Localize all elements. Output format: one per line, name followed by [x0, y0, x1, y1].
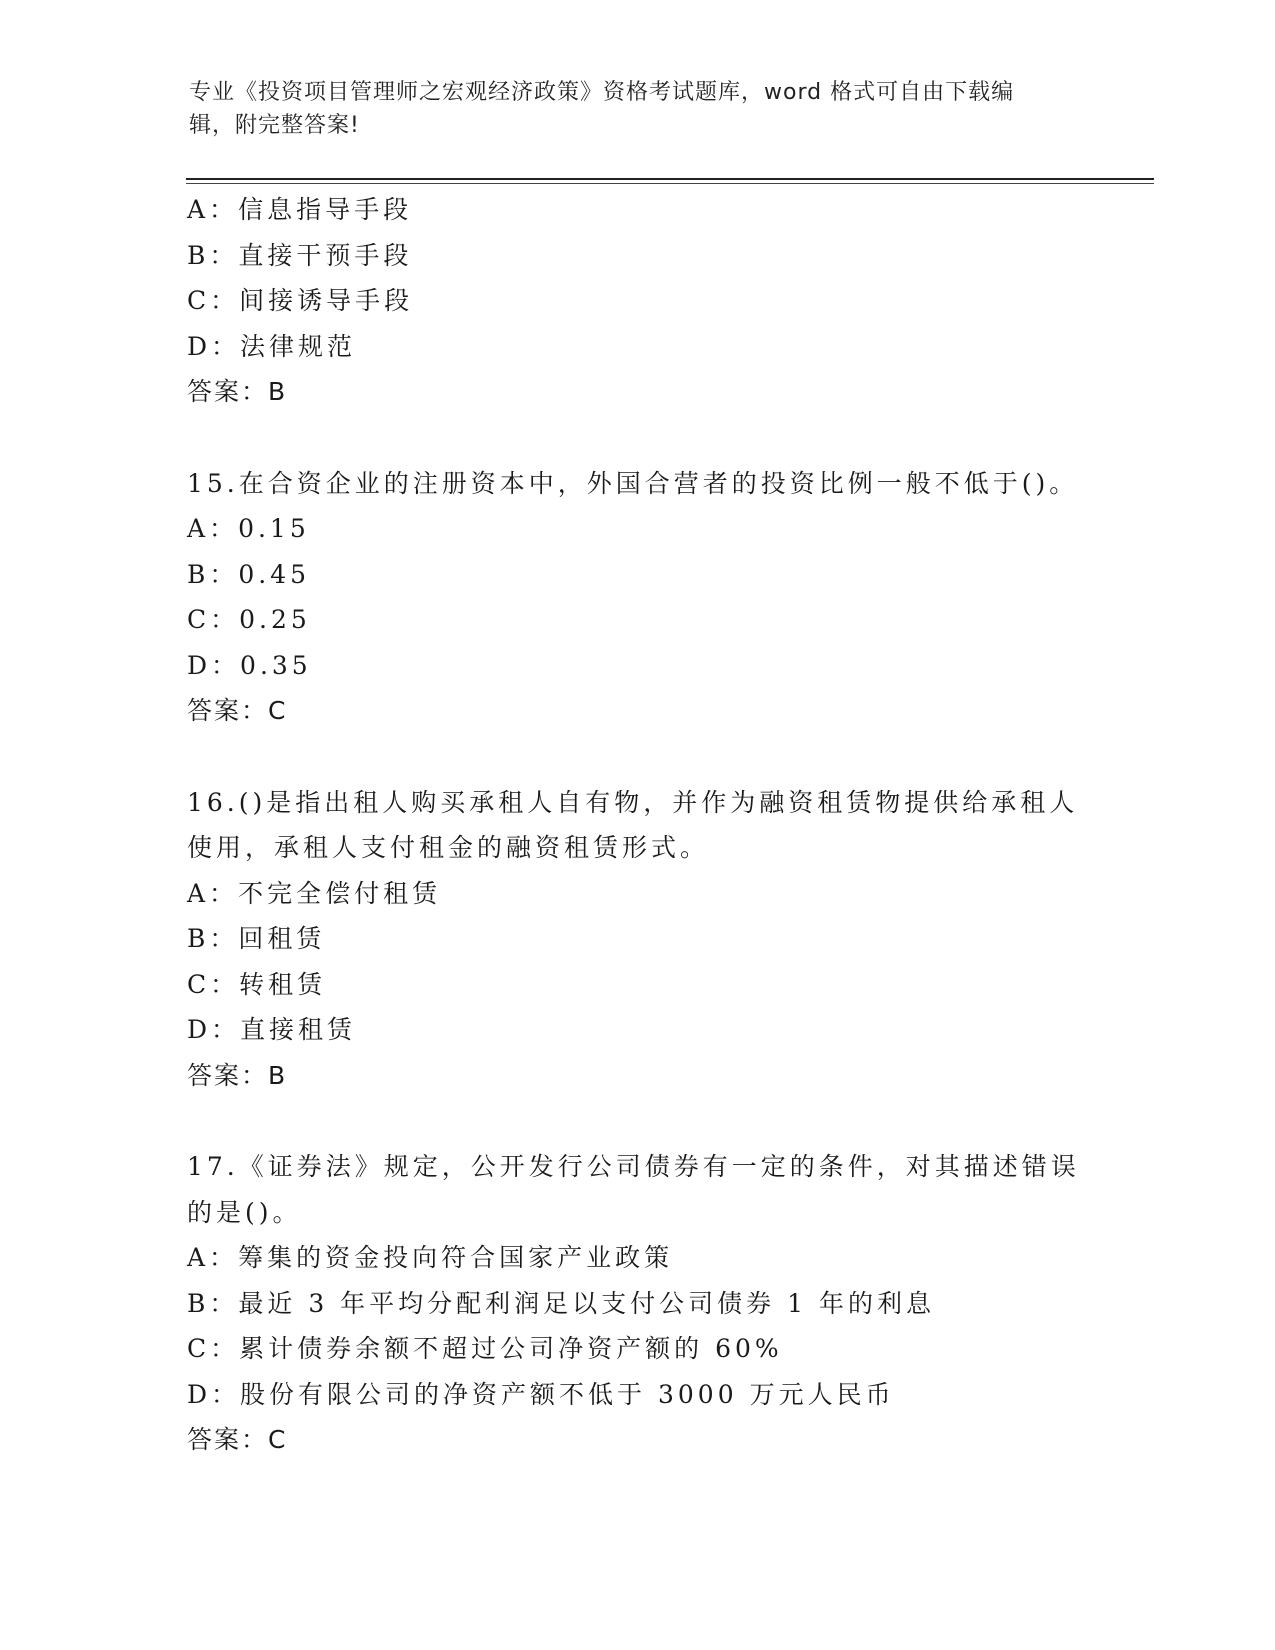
option-d: D：股份有限公司的净资产额不低于 3000 万元人民币	[187, 1379, 895, 1409]
question-text-line-2: 使用，承租人支付租金的融资租赁形式。	[187, 833, 710, 862]
option-d: D：法律规范	[187, 331, 357, 361]
option-c: C：转租赁	[187, 969, 327, 999]
option-c: C：0.25	[187, 605, 311, 634]
option-c: C：累计债券余额不超过公司净资产额的 60%	[187, 1334, 783, 1363]
question-14	[187, 187, 1087, 415]
answer: 答案：C	[187, 696, 288, 725]
question-16	[187, 780, 1087, 1099]
page-header	[189, 76, 1069, 142]
question-15	[187, 461, 1087, 734]
question-text-line-2: 的是()。	[187, 1197, 302, 1227]
header-divider-thin	[186, 183, 1154, 184]
header-line-1: 专业《投资项目管理师之宏观经济政策》资格考试题库，word 格式可自由下载编	[189, 80, 1015, 105]
question-text: 15.在合资企业的注册资本中，外国合营者的投资比例一般不低于()。	[187, 468, 1079, 498]
option-a: A：筹集的资金投向符合国家产业政策	[187, 1243, 674, 1272]
option-b: B：最近 3 年平均分配利润足以支付公司债券 1 年的利息	[187, 1288, 935, 1318]
option-a: A：不完全偿付租赁	[187, 878, 442, 908]
option-b: B：直接干预手段	[187, 240, 413, 270]
option-d: D：0.35	[187, 650, 312, 680]
option-a: A：信息指导手段	[187, 195, 413, 224]
answer: 答案：B	[187, 377, 288, 406]
answer: 答案：B	[187, 1060, 288, 1090]
question-text-line-1: 16.()是指出租人购买承租人自有物，并作为融资租赁物提供给承租人	[187, 787, 1079, 817]
option-c: C：间接诱导手段	[187, 286, 414, 315]
answer: 答案：C	[187, 1425, 288, 1454]
header-line-2: 辑，附完整答案!	[189, 113, 360, 138]
option-d: D：直接租赁	[187, 1015, 357, 1044]
question-17	[187, 1144, 1087, 1463]
option-b: B：0.45	[187, 559, 311, 589]
question-text-line-1: 17.《证券法》规定，公开发行公司债券有一定的条件，对其描述错误	[187, 1152, 1080, 1181]
option-b: B：回租赁	[187, 924, 326, 953]
header-divider-thick	[186, 178, 1154, 180]
question-list	[187, 187, 1087, 1463]
option-a: A：0.15	[187, 514, 310, 543]
